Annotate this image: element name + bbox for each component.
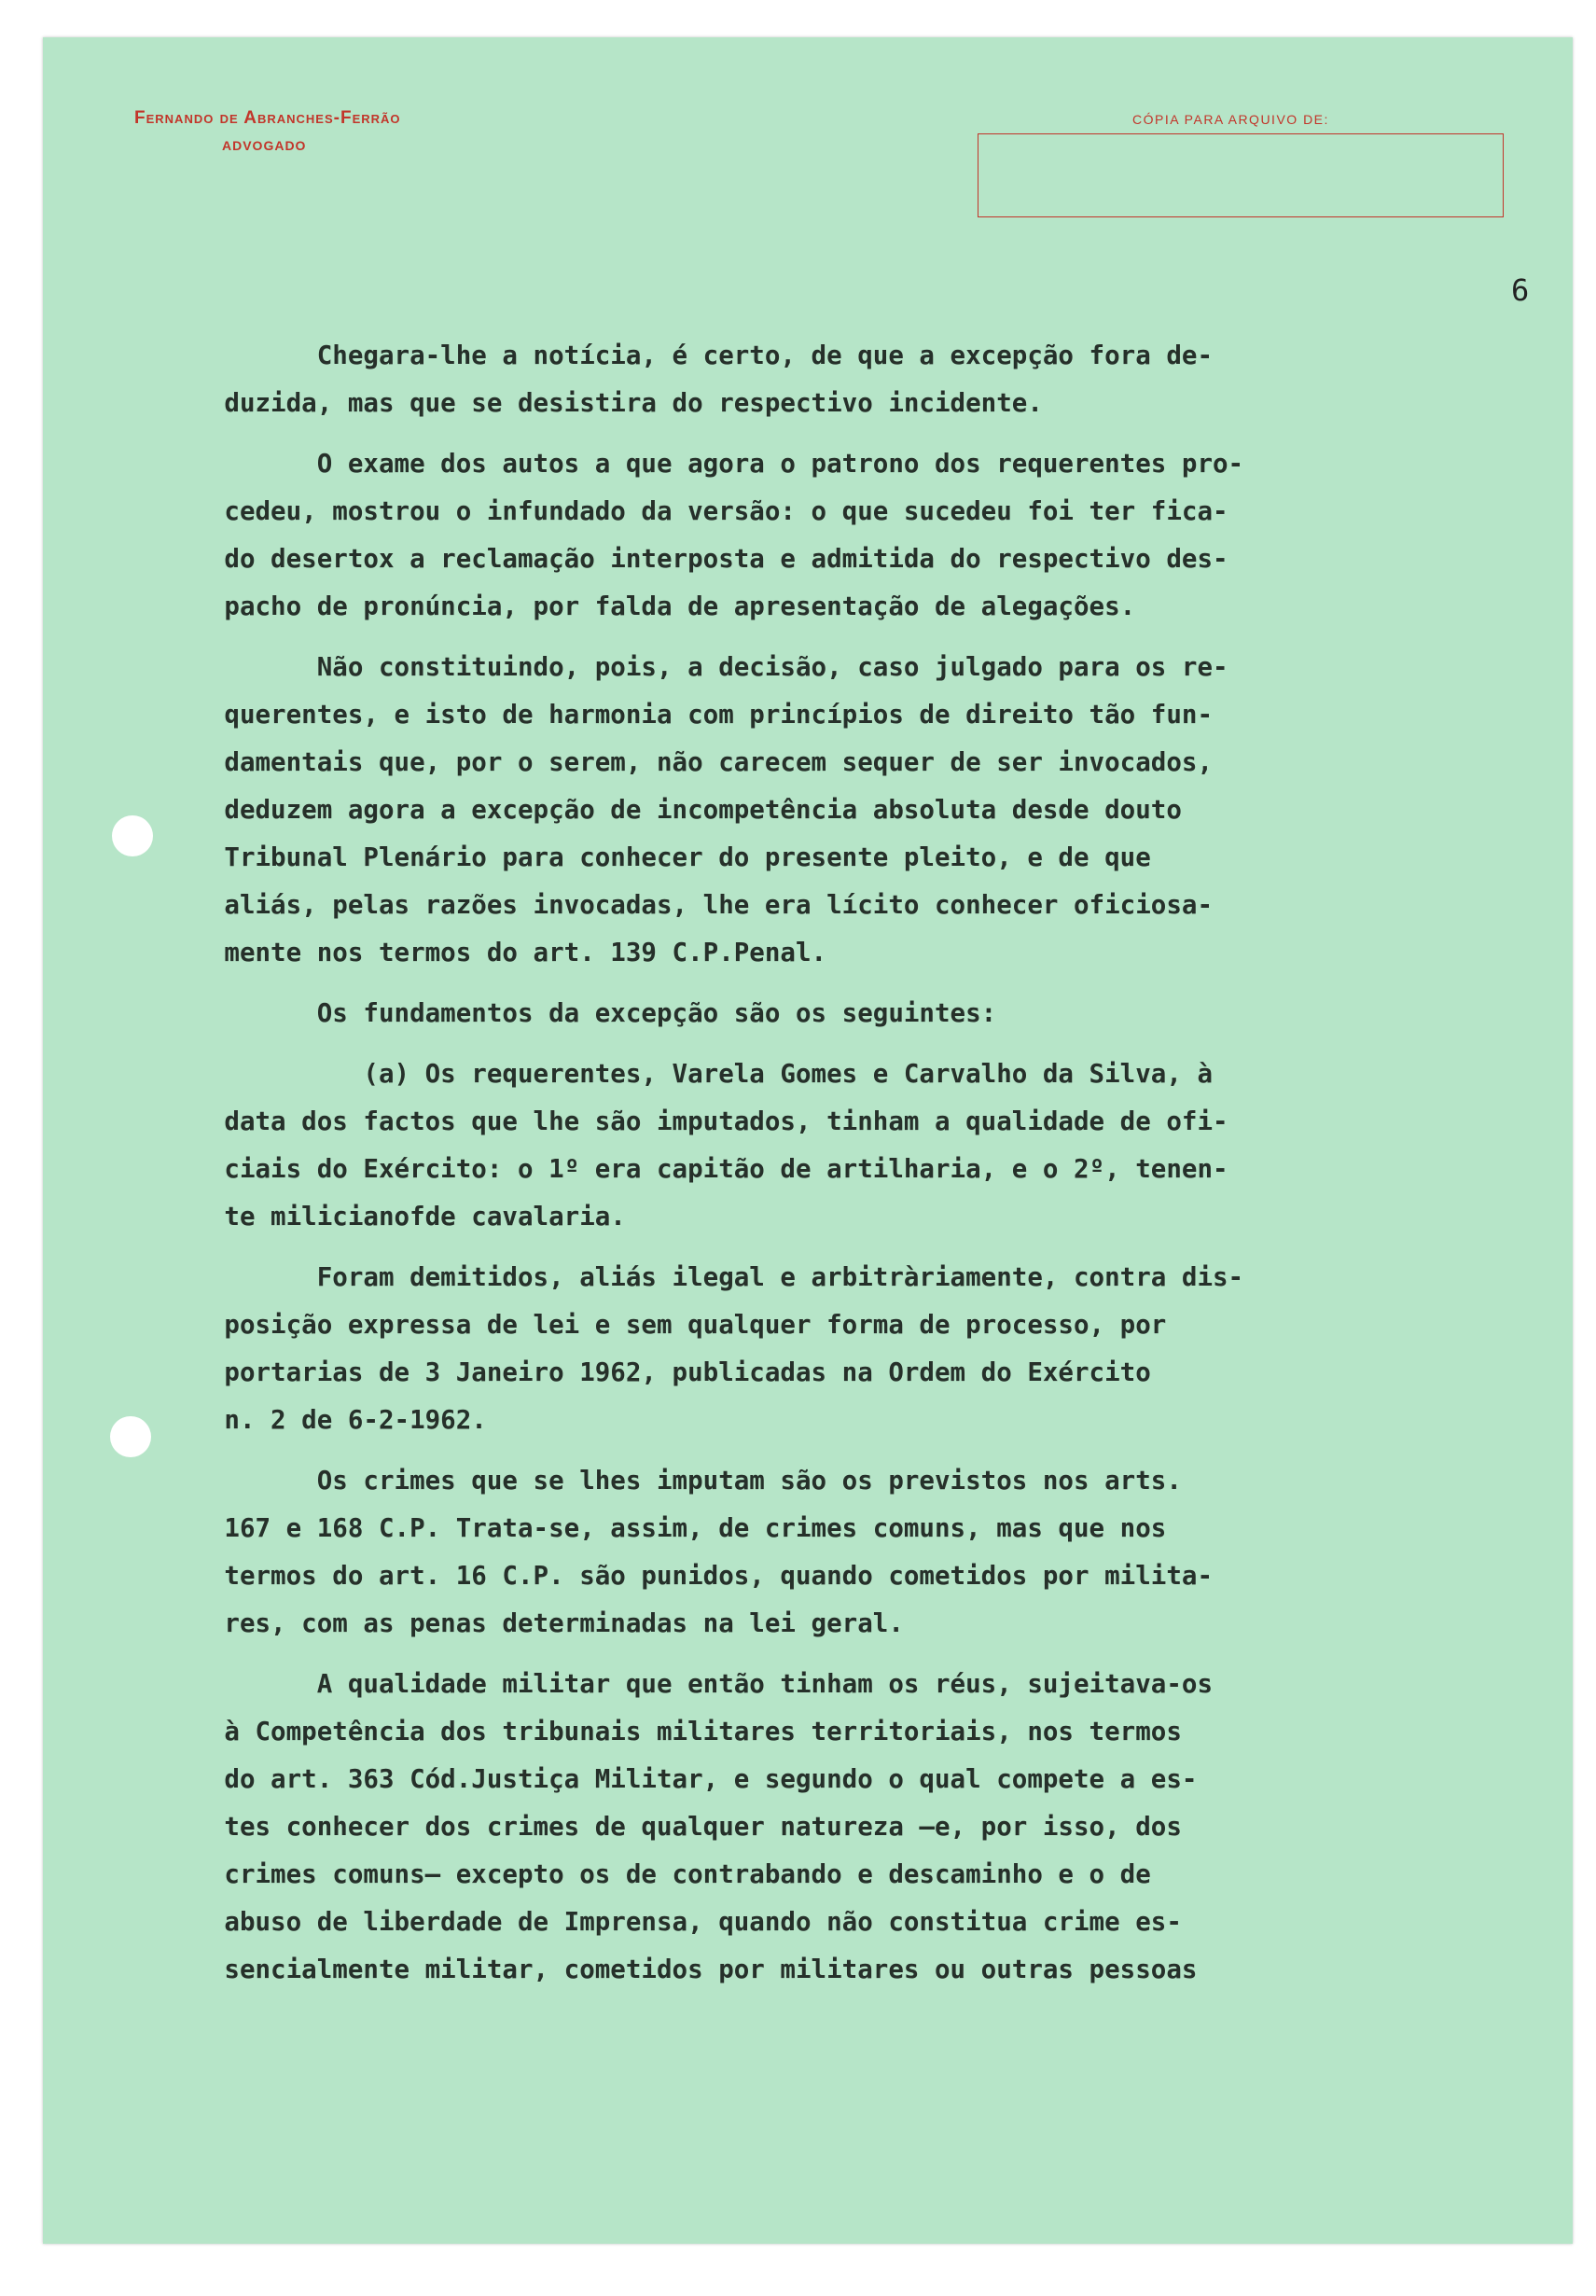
paragraph <box>224 332 1474 427</box>
text-line: Os crimes que se lhes imputam são os previstos nos arts. <box>224 1466 1182 1496</box>
letterhead-name: Fernando de Abranches-Ferrão <box>134 108 401 128</box>
text-line: duzida, mas que se desistira do respectivo incidente. <box>224 388 1043 418</box>
text-line: portarias de 3 Janeiro 1962, publicadas na Ordem do Exército <box>224 1357 1151 1387</box>
paragraph <box>224 644 1474 977</box>
text-line: posição expressa de lei e sem qualquer forma de processo, por <box>224 1310 1167 1340</box>
paragraph-gap <box>224 977 1474 990</box>
text-line: ciais do Exército: o 1º era capitão de artilharia, e o 2º, tenen- <box>224 1154 1228 1184</box>
text-line: abuso de liberdade de Imprensa, quando não constitua crime es- <box>224 1907 1182 1937</box>
letterhead-role: ADVOGADO <box>222 138 307 153</box>
paragraph <box>224 1457 1474 1648</box>
paragraph-gap <box>224 1444 1474 1457</box>
text-line: Chegara-lhe a notícia, é certo, de que a excepção fora de- <box>224 341 1213 370</box>
text-line: Os fundamentos da excepção são os seguintes: <box>224 998 997 1028</box>
text-line: (a) Os requerentes, Varela Gomes e Carvalho da Silva, à <box>224 1059 1213 1089</box>
text-line: querentes, e isto de harmonia com princípios de direito tão fun- <box>224 700 1213 730</box>
paragraph-gap <box>224 631 1474 644</box>
text-line: aliás, pelas razões invocadas, lhe era lícito conhecer oficiosa- <box>224 890 1213 920</box>
punch-hole <box>110 1416 151 1457</box>
text-line: O exame dos autos a que agora o patrono dos requerentes pro- <box>224 449 1244 479</box>
text-line: mente nos termos do art. 139 C.P.Penal. <box>224 938 827 967</box>
page-number: 6 <box>1511 272 1530 308</box>
paragraph <box>224 440 1474 631</box>
paragraph-gap <box>224 1241 1474 1254</box>
text-line: à Competência dos tribunais militares territoriais, nos termos <box>224 1717 1182 1746</box>
copy-label: CÓPIA PARA ARQUIVO DE: <box>1132 112 1329 127</box>
paragraph-gap <box>224 427 1474 440</box>
text-line: A qualidade militar que então tinham os réus, sujeitava-os <box>224 1669 1213 1699</box>
paragraph-gap <box>224 1037 1474 1051</box>
text-line: 167 e 168 C.P. Trata-se, assim, de crimes comuns, mas que nos <box>224 1513 1167 1543</box>
text-line: tes conhecer dos crimes de qualquer natureza —e, por isso, dos <box>224 1812 1182 1842</box>
paragraph <box>224 990 1474 1037</box>
text-line: te milicianofde cavalaria. <box>224 1202 626 1231</box>
text-line: deduzem agora a excepção de incompetência absoluta desde douto <box>224 795 1182 825</box>
copy-box <box>978 133 1504 217</box>
text-line: Tribunal Plenário para conhecer do presente pleito, e de que <box>224 842 1151 872</box>
text-line: Foram demitidos, aliás ilegal e arbitràriamente, contra dis- <box>224 1262 1244 1292</box>
text-line: pacho de pronúncia, por falda de apresentação de alegações. <box>224 591 1136 621</box>
letter-body <box>224 332 1474 1994</box>
paragraph <box>224 1051 1474 1241</box>
paragraph <box>224 1661 1474 1994</box>
text-line: data dos factos que lhe são imputados, tinham a qualidade de ofi- <box>224 1106 1228 1136</box>
text-line: res, com as penas determinadas na lei geral. <box>224 1608 904 1638</box>
text-line: termos do art. 16 C.P. são punidos, quando cometidos por milita- <box>224 1561 1213 1591</box>
text-line: sencialmente militar, cometidos por militares ou outras pessoas <box>224 1955 1198 1984</box>
paragraph <box>224 1254 1474 1444</box>
text-line: cedeu, mostrou o infundado da versão: o que sucedeu foi ter fica- <box>224 496 1228 526</box>
paragraph-gap <box>224 1648 1474 1661</box>
text-line: n. 2 de 6-2-1962. <box>224 1405 487 1435</box>
text-line: do desertox a reclamação interposta e admitida do respectivo des- <box>224 544 1228 574</box>
punch-hole <box>112 815 153 856</box>
text-line: do art. 363 Cód.Justiça Militar, e segundo o qual compete a es- <box>224 1764 1198 1794</box>
text-line: crimes comuns— excepto os de contrabando e descaminho e o de <box>224 1859 1151 1889</box>
text-line: damentais que, por o serem, não carecem sequer de ser invocados, <box>224 747 1213 777</box>
text-line: Não constituindo, pois, a decisão, caso julgado para os re- <box>224 652 1228 682</box>
